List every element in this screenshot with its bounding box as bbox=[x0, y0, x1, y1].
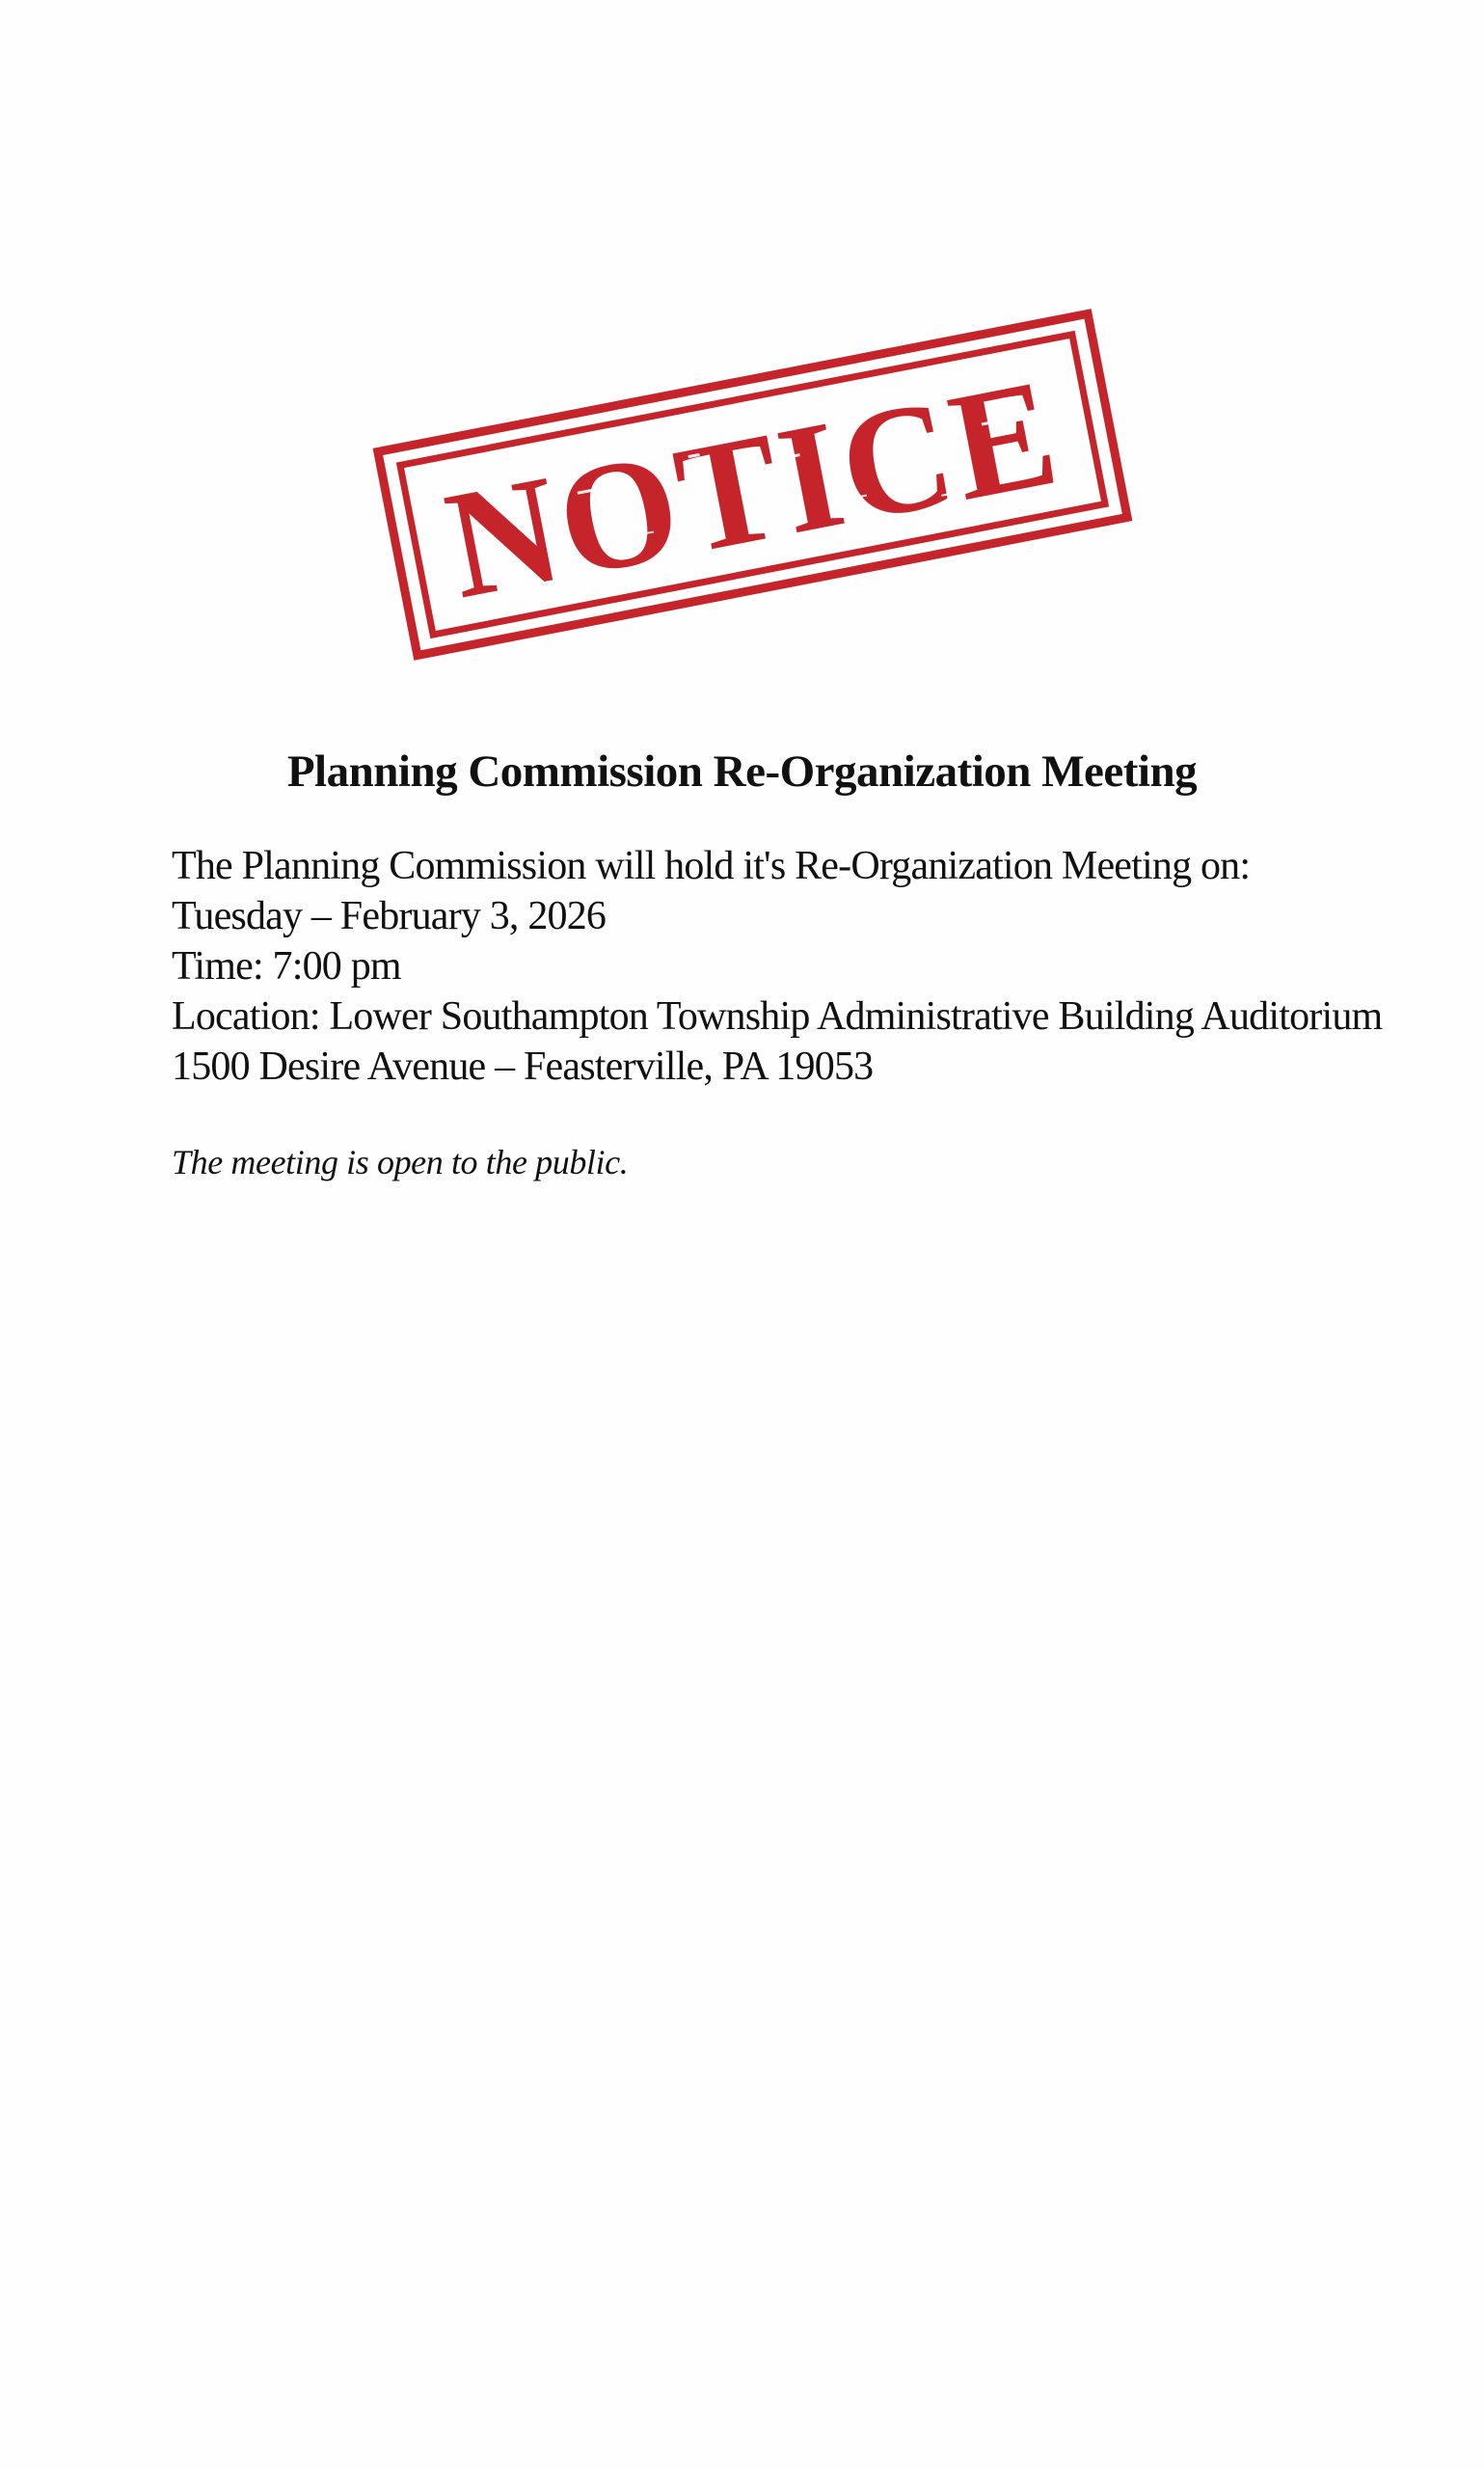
page-title: Planning Commission Re-Organization Meeting bbox=[286, 746, 1198, 797]
announcement-line: The Planning Commission will hold it's Re-Organization Meeting on: bbox=[172, 844, 1251, 888]
time-line: Time: 7:00 pm bbox=[172, 944, 401, 989]
meeting-details bbox=[172, 841, 1425, 1092]
notice-stamp-graphic bbox=[357, 289, 1147, 675]
public-note: The meeting is open to the public. bbox=[172, 1143, 629, 1181]
notice-stamp bbox=[357, 289, 1147, 675]
address-line: 1500 Desire Avenue – Feasterville, PA 19053 bbox=[172, 1045, 874, 1089]
location-line: Location: Lower Southampton Township Administrative Building Auditorium bbox=[172, 994, 1383, 1039]
stamp-label: NOTICE bbox=[434, 341, 1088, 632]
date-line: Tuesday – February 3, 2026 bbox=[172, 894, 607, 938]
